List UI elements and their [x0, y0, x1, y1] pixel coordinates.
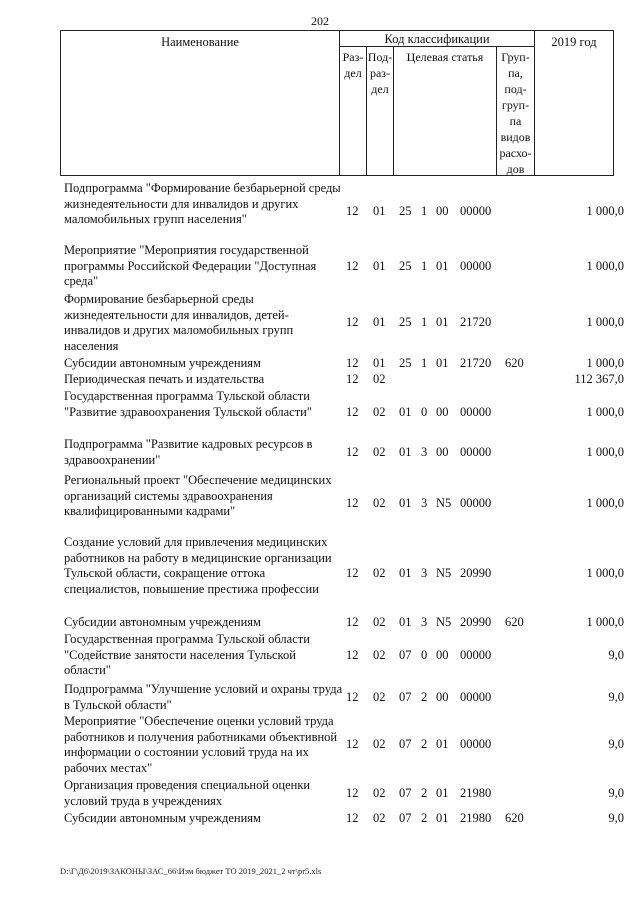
row-target-direction: 00000 [460, 259, 492, 273]
row-target-subprogram: 1 [421, 204, 428, 218]
row-subsection: 01 [373, 204, 386, 218]
row-subsection: 02 [373, 690, 386, 704]
row-target-direction: 00000 [460, 496, 492, 510]
row-section: 12 [346, 496, 359, 510]
row-subsection: 02 [373, 786, 386, 800]
row-target-program: 07 [399, 648, 412, 662]
row-target-subprogram: 1 [421, 315, 428, 329]
row-target-subprogram: 2 [421, 786, 428, 800]
row-target-subprogram: 2 [421, 811, 428, 825]
row-amount: 9,0 [608, 786, 624, 800]
row-subsection: 02 [373, 405, 386, 419]
header-name-cell [60, 30, 340, 176]
row-target-subprogram: 1 [421, 356, 428, 370]
row-target-direction: 21720 [460, 315, 492, 329]
row-target-measure: 00 [436, 648, 449, 662]
row-subsection: 02 [373, 372, 386, 386]
header-target: Целевая статья [406, 50, 484, 64]
row-target-measure: N5 [436, 566, 452, 580]
row-target-direction: 00000 [460, 690, 492, 704]
row-section: 12 [346, 445, 359, 459]
row-subsection: 02 [373, 737, 386, 751]
row-section: 12 [346, 786, 359, 800]
row-amount: 1 000,0 [586, 496, 624, 510]
row-target-program: 25 [399, 356, 412, 370]
row-target-program: 25 [399, 204, 412, 218]
row-section: 12 [346, 405, 359, 419]
row-target-program: 01 [399, 405, 412, 419]
row-name: Субсидии автономным учреждениям [64, 615, 261, 629]
row-name: Мероприятие "Мероприятия государственной программы Российской Федерации "Доступная среда" [64, 243, 317, 288]
row-name: Субсидии автономным учреждениям [64, 811, 261, 825]
row-target-program: 25 [399, 315, 412, 329]
row-section: 12 [346, 356, 359, 370]
row-target-measure: N5 [436, 615, 452, 629]
header-classification: Код классификации [384, 32, 490, 46]
row-amount: 1 000,0 [586, 315, 624, 329]
row-amount: 9,0 [608, 690, 624, 704]
header-section-cell [339, 46, 367, 176]
header-year-cell [534, 30, 614, 176]
row-amount: 1 000,0 [586, 204, 624, 218]
row-amount: 1 000,0 [586, 615, 624, 629]
row-amount: 9,0 [608, 811, 624, 825]
header-classification-cell [339, 30, 535, 47]
row-target-measure: 01 [436, 786, 449, 800]
row-target-program: 01 [399, 566, 412, 580]
row-target-direction: 21980 [460, 811, 492, 825]
header-name: Наименование [161, 35, 239, 49]
row-subsection: 01 [373, 356, 386, 370]
row-name: Субсидии автономным учреждениям [64, 356, 261, 370]
row-target-direction: 21980 [460, 786, 492, 800]
row-expense-group: 620 [505, 356, 524, 370]
row-target-program: 07 [399, 811, 412, 825]
row-section: 12 [346, 315, 359, 329]
row-target-direction: 00000 [460, 204, 492, 218]
row-target-subprogram: 1 [421, 259, 428, 273]
row-section: 12 [346, 737, 359, 751]
row-target-measure: 01 [436, 356, 449, 370]
row-name: Мероприятие "Обеспечение оценки условий труда работников и получения работниками объективной информации о состоянии условий труда на их рабочих местах" [64, 714, 338, 775]
row-subsection: 02 [373, 445, 386, 459]
row-section: 12 [346, 648, 359, 662]
row-name: Периодическая печать и издательства [64, 372, 265, 386]
header-section: Раз- дел [342, 50, 364, 80]
page-number: 202 [311, 14, 329, 28]
row-target-subprogram: 2 [421, 737, 428, 751]
row-target-direction: 20990 [460, 566, 492, 580]
row-subsection: 01 [373, 315, 386, 329]
row-amount: 1 000,0 [586, 356, 624, 370]
header-subsection-cell [366, 46, 394, 176]
header-year: 2019 год [551, 35, 597, 49]
row-target-subprogram: 2 [421, 690, 428, 704]
row-section: 12 [346, 690, 359, 704]
row-target-subprogram: 3 [421, 496, 428, 510]
row-subsection: 02 [373, 615, 386, 629]
header-expense-group-cell [496, 46, 535, 176]
row-target-subprogram: 0 [421, 405, 428, 419]
row-name: Региональный проект "Обеспечение медицинских организаций системы здравоохранения квалифицированными кадрами" [64, 473, 332, 518]
row-target-program: 01 [399, 615, 412, 629]
row-amount: 9,0 [608, 737, 624, 751]
row-expense-group: 620 [505, 811, 524, 825]
row-target-measure: 00 [436, 690, 449, 704]
row-target-program: 01 [399, 496, 412, 510]
row-target-measure: 01 [436, 259, 449, 273]
row-target-direction: 20990 [460, 615, 492, 629]
row-target-subprogram: 3 [421, 615, 428, 629]
row-amount: 1 000,0 [586, 405, 624, 419]
row-name: Подпрограмма "Формирование безбарьерной среды жизнедеятельности для инвалидов и других маломобильных групп населения" [64, 181, 341, 226]
row-target-direction: 00000 [460, 405, 492, 419]
row-subsection: 02 [373, 811, 386, 825]
row-amount: 112 367,0 [574, 372, 624, 386]
row-target-direction: 00000 [460, 648, 492, 662]
file-path-footer: D:\Г\Д6\2019\ЗАКОНЫ\ЗАС_66\Изм бюджет ТО 2019_2021_2 чт\pr5.xls [60, 866, 322, 876]
row-name: Организация проведения специальной оценки условий труда в учреждениях [64, 778, 311, 808]
row-name: Государственная программа Тульской области "Развитие здравоохранения Тульской области" [64, 389, 312, 419]
row-subsection: 01 [373, 259, 386, 273]
row-target-measure: 01 [436, 315, 449, 329]
row-subsection: 02 [373, 496, 386, 510]
header-target-cell [393, 46, 497, 176]
row-section: 12 [346, 811, 359, 825]
row-name: Формирование безбарьерной среды жизнедеятельности для инвалидов, детей-инвалидов и других маломобильных групп населения [64, 292, 294, 353]
row-name: Государственная программа Тульской области "Содействие занятости населения Тульской области" [64, 632, 310, 677]
row-target-measure: 01 [436, 737, 449, 751]
row-section: 12 [346, 566, 359, 580]
row-target-program: 07 [399, 737, 412, 751]
row-name: Подпрограмма "Улучшение условий и охраны труда в Тульской области" [64, 682, 343, 712]
row-target-subprogram: 3 [421, 445, 428, 459]
row-target-direction: 21720 [460, 356, 492, 370]
row-target-program: 07 [399, 786, 412, 800]
row-amount: 9,0 [608, 648, 624, 662]
row-section: 12 [346, 615, 359, 629]
row-amount: 1 000,0 [586, 445, 624, 459]
row-target-measure: 00 [436, 445, 449, 459]
row-name: Подпрограмма "Развитие кадровых ресурсов в здравоохранении" [64, 437, 313, 467]
row-section: 12 [346, 259, 359, 273]
row-name: Создание условий для привлечения медицинских работников на работу в медицинские организации Тульской области, сокращение оттока специалистов, повышение престижа профессии [64, 535, 332, 596]
row-target-direction: 00000 [460, 737, 492, 751]
header-subsection: Под- раз- дел [367, 50, 393, 96]
row-amount: 1 000,0 [586, 566, 624, 580]
row-target-program: 07 [399, 690, 412, 704]
row-target-direction: 00000 [460, 445, 492, 459]
row-target-program: 01 [399, 445, 412, 459]
row-section: 12 [346, 204, 359, 218]
row-target-measure: N5 [436, 496, 452, 510]
row-target-measure: 00 [436, 405, 449, 419]
row-target-measure: 01 [436, 811, 449, 825]
row-subsection: 02 [373, 648, 386, 662]
row-target-measure: 00 [436, 204, 449, 218]
row-target-subprogram: 0 [421, 648, 428, 662]
row-section: 12 [346, 372, 359, 386]
row-expense-group: 620 [505, 615, 524, 629]
row-amount: 1 000,0 [586, 259, 624, 273]
row-target-subprogram: 3 [421, 566, 428, 580]
header-expense-group: Груп- па, под- груп- па видов расхо- дов [499, 50, 532, 176]
row-subsection: 02 [373, 566, 386, 580]
row-target-program: 25 [399, 259, 412, 273]
